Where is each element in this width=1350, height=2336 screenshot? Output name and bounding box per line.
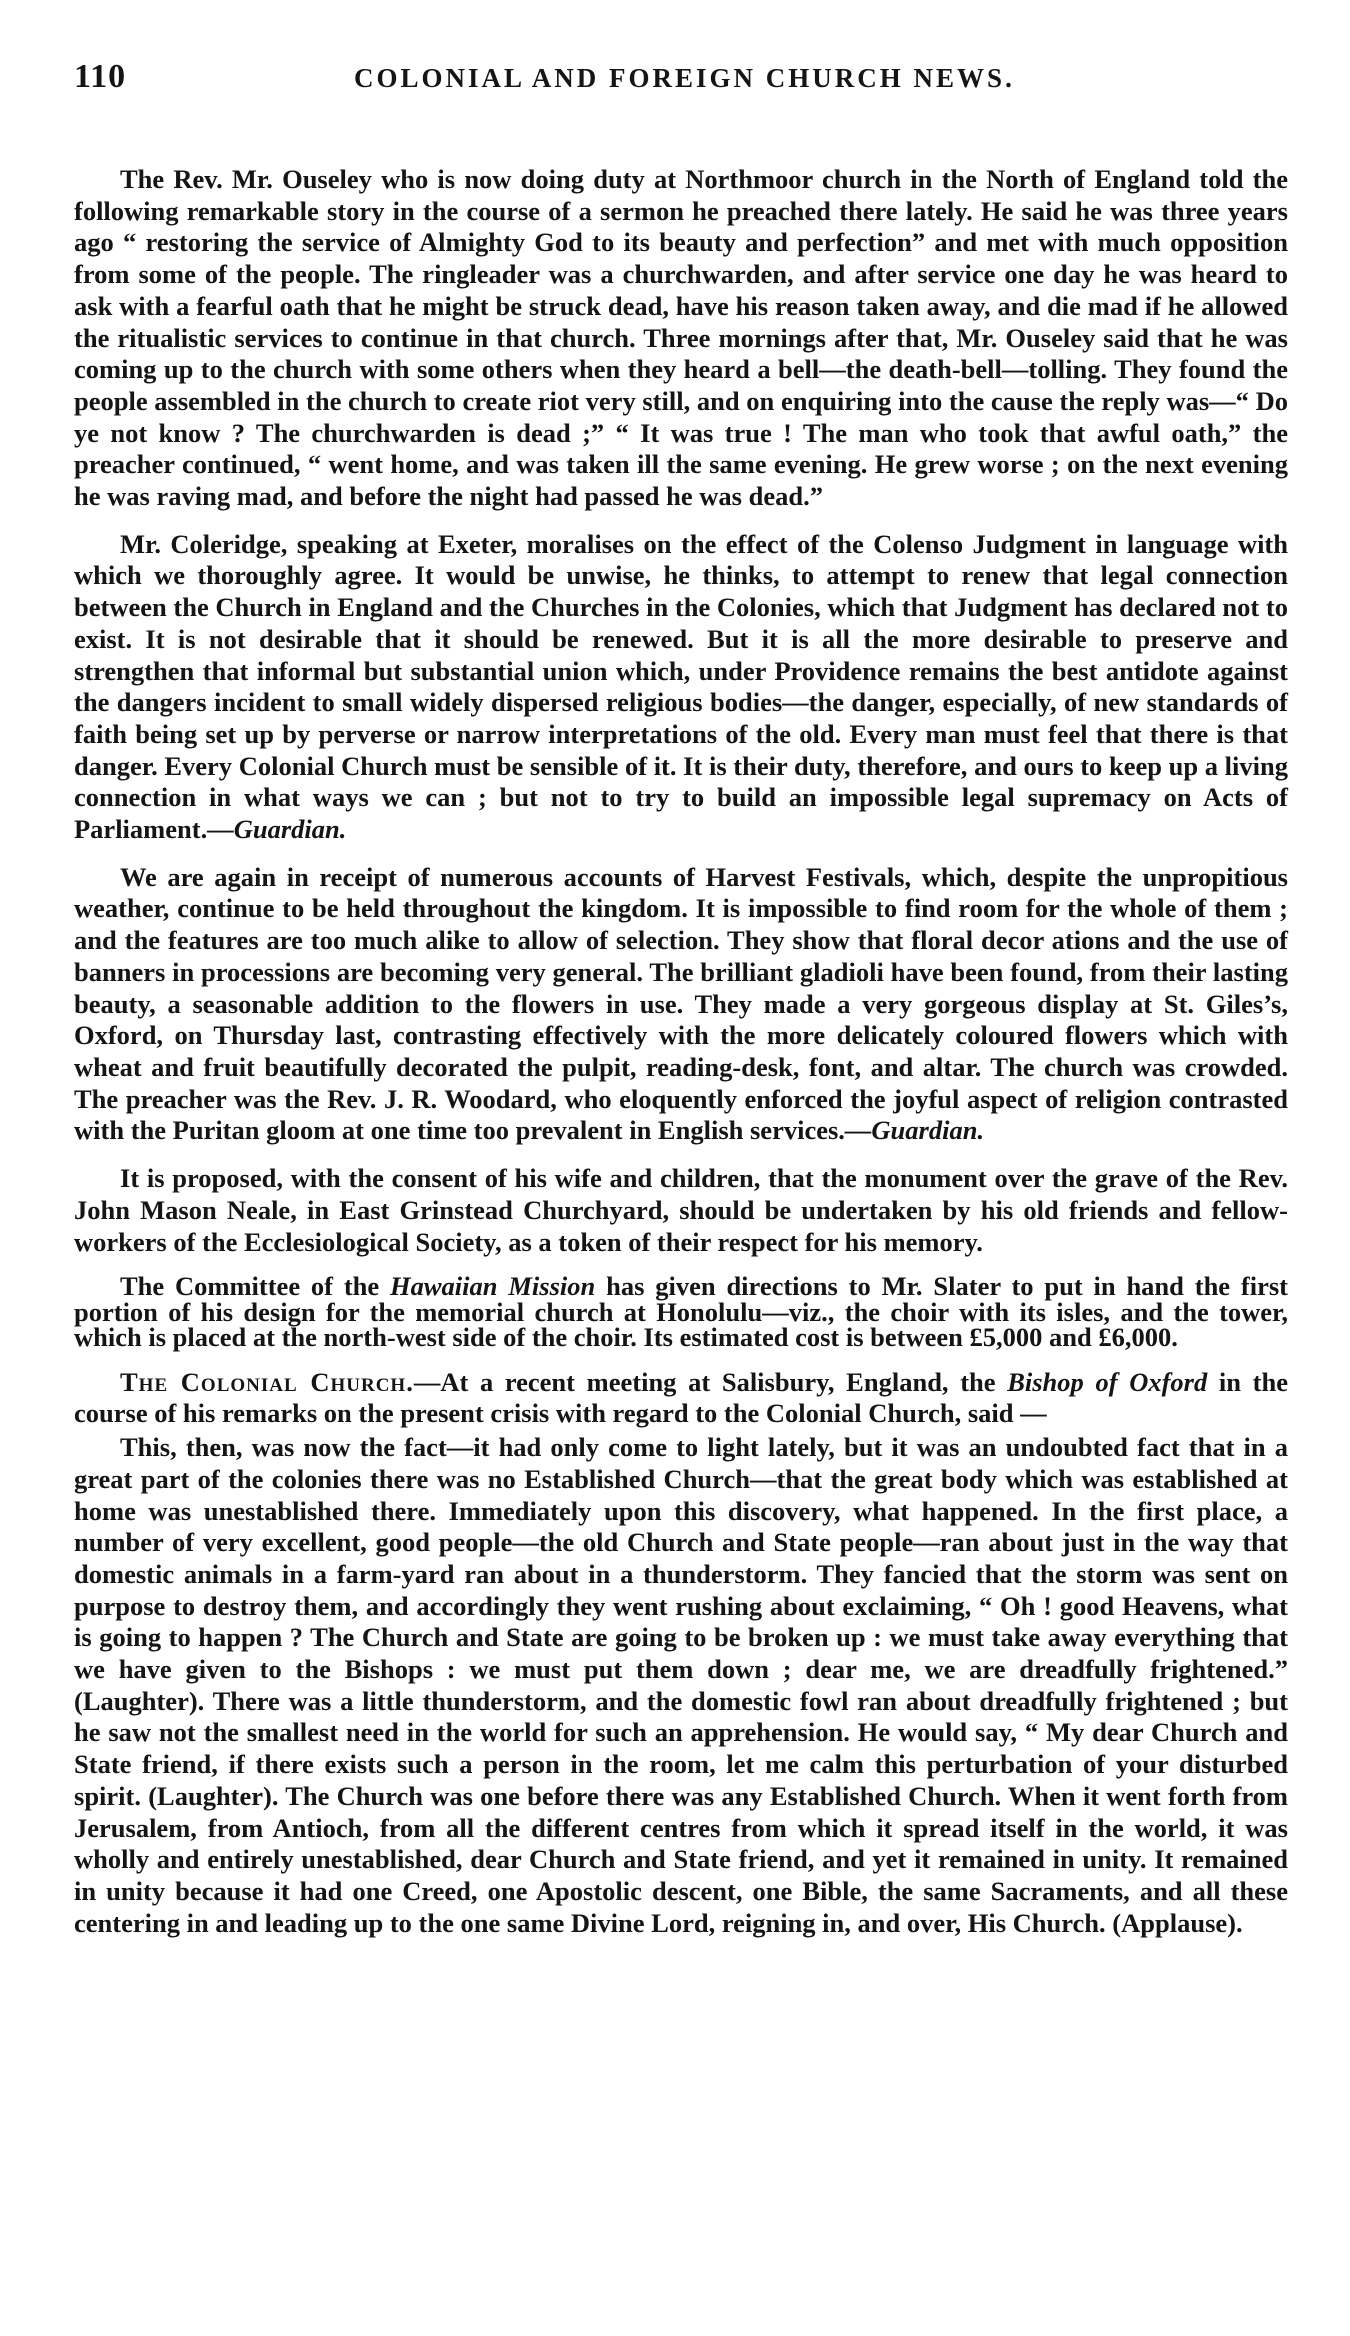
speaker-name: Bishop of Oxford [1007,1366,1208,1397]
article-heading: The Colonial Church. [120,1366,414,1397]
article-harvest-festivals [74,862,1288,1147]
article-text: Mr. Coleridge, speaking at Exeter, moralises on the effect of the Colenso Judgment in language with which we thoroughly agree. It would be unwise, he thinks, to attempt to renew that legal connection between the Church in England and the Churches in the Colonies, which that Judgment has declared not to exist. It is not desirable that it should be renewed. But it is all the more desirable to preserve and strengthen that informal but substantial union which, under Providence remains the best antidote against the dangers incident to small widely dispersed religious bodies—the danger, especially, of new standards of faith being set up by perverse or narrow interpretations of the old. Every man must feel that there is that danger. Every Colonial Church must be sensible of it. It is their duty, therefore, and ours to keep up a living connection in what ways we can ; but not to try to build an impossible legal supremacy on Acts of Parliament. [74,528,1288,845]
article-coleridge [74,529,1288,846]
mission-name: Hawaiian Mission [390,1271,596,1302]
article-text: The Rev. Mr. Ouseley who is now doing duty at Northmoor church in the North of England told the following remarkable story in the course of a sermon he preached there lately. He said he was three years ago “ restoring the service of Almighty God to its beauty and perfection” and met with much opposition from some of the people. The ringleader was a churchwarden, and after service one day he was heard to ask with a fearful oath that he might be struck dead, have his reason taken away, and die mad if he allowed the ritualistic services to continue in that church. Three mornings after that, Mr. Ouseley said that he was coming up to the church with some others when they heard a bell—the death-bell—tolling. They found the people assembled in the church to create riot very still, and on enquiring into the cause the reply was—“ Do ye not know ? The churchwarden is dead ;” “ It was true ! The man who took that awful oath,” the preacher continued, “ went home, and was taken ill the same evening. He grew worse ; on the next evening he was raving mad, and before the night had passed he was dead.” [74,164,1288,512]
article-hawaiian-mission [74,1271,1288,1353]
article-neale-monument [74,1163,1288,1258]
article-colonial-church-speech [74,1432,1288,1939]
article-text: We are again in receipt of numerous accounts of Harvest Festivals, which, despite the unpropitious weather, continue to be held throughout the kingdom. It is impossible to find room for the whole of them ; and the features are too much alike to allow of selection. They show that floral decor ations and the use of banners in processions are becoming very general. The brilliant gladioli have been found, from their lasting beauty, a seasonable addition to the flowers in use. They made a very gorgeous display at St. Giles’s, Oxford, on Thursday last, contrasting effectively with the more delicately coloured flowers which with wheat and fruit beautifully decorated the pulpit, reading-desk, font, and altar. The church was crowded. The preacher was the Rev. J. R. Woodard, who eloquently enforced the joyful aspect of religion contrasted with the Puritan gloom at one time too prevalent in English services. [74,861,1288,1146]
journal-title: COLONIAL AND FOREIGN CHURCH NEWS. [354,63,1015,93]
article-text: —At a recent meeting at Salisbury, England, the [413,1366,1008,1397]
article-text: in the course of his remarks on the present crisis with regard to the Colonial Church, said — [74,1366,1288,1429]
article-ouseley [74,164,1288,513]
article-text: The Committee of the [120,1271,391,1302]
running-head [74,58,1288,102]
article-text: This, then, was now the fact—it had only come to light lately, but it was an undoubted fact that in a great part of the colonies there was no Established Church—that the great body which was established at home was unestablished there. Immediately upon this discovery, what happened. In the first place, a number of very excellent, good people—the old Church and State people—ran about just in the way that domestic animals in a farm-yard ran about in a thunderstorm. They fancied that the storm was sent on purpose to destroy them, and accordingly they went rushing about exclaiming, “ Oh ! good Heavens, what is going to happen ? The Church and State are going to be broken up : we must take away everything that we have given to the Bishops : we must put them down ; dear me, we are dreadfully frightened.” (Laughter). There was a little thunderstorm, and the domestic fowl ran about dreadfully frightened ; but he saw not the smallest need in the world for such an apprehension. He would say, “ My dear Church and State friend, if there exists such a person in the room, let me calm this perturbation of your disturbed spirit. (Laughter). The Church was one before there was any Established Church. When it went forth from Jerusalem, from Antioch, from all the different centres from which it spread itself in the world, it was wholly and entirely unestablished, dear Church and State friend, and yet it remained in unity. It remained in unity because it had one Creed, one Apostolic descent, one Bible, the same Sacraments, and all these centering in and leading up to the one same Divine Lord, reigning in, and over, His Church. (Applause). [74,1432,1288,1938]
article-text: has given directions to Mr. Slater to put in hand the first portion of his design for the memorial church at Honolulu—viz., the choir with its isles, and the tower, which is placed at the north-west side of the choir. Its estimated cost is between £5,000 and £6,000. [74,1271,1288,1353]
article-source: —Guardian. [844,1115,985,1146]
article-text: It is proposed, with the consent of his wife and children, that the monument over the grave of the Rev. John Mason Neale, in East Grinstead Churchyard, should be undertaken by his old friends and fellow-workers of the Ecclesiological Society, as a token of their respect for his memory. [74,1163,1288,1257]
body-text [74,164,1288,1939]
article-colonial-church-intro [74,1367,1288,1430]
page-number: 110 [74,58,127,95]
article-source: —Guardian. [207,814,347,845]
